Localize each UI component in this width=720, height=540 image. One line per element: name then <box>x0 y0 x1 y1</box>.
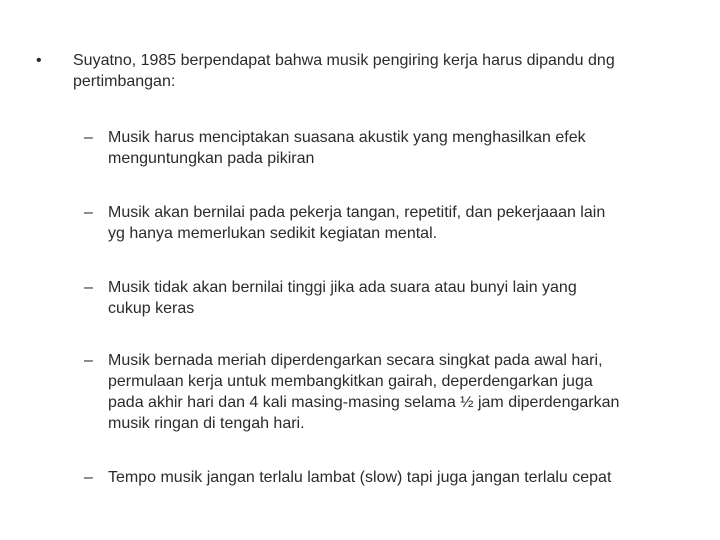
text-line: Tempo musik jangan terlalu lambat (slow) tapi juga jangan terlalu cepat <box>108 469 612 486</box>
dash-marker: – <box>84 469 93 486</box>
sub-point <box>84 202 714 244</box>
main-bullet-text <box>73 50 705 92</box>
text-line: Suyatno, 1985 berpendapat bahwa musik pengiring kerja harus dipandu dng <box>73 52 615 69</box>
text-line: menguntungkan pada pikiran <box>108 150 315 167</box>
sub-point <box>84 467 714 488</box>
text-line: Musik akan bernilai pada pekerja tangan, repetitif, dan pekerjaaan lain <box>108 204 606 221</box>
dash-marker: – <box>84 279 93 296</box>
sub-point-text <box>108 467 714 488</box>
bullet-marker: • <box>36 52 42 69</box>
sub-point <box>84 127 714 169</box>
sub-point <box>84 350 714 434</box>
text-line: pertimbangan: <box>73 73 176 90</box>
main-bullet-point <box>35 50 705 92</box>
text-line: pada akhir hari dan 4 kali masing-masing selama ½ jam diperdengarkan <box>108 394 620 411</box>
text-line: Musik tidak akan bernilai tinggi jika ada suara atau bunyi lain yang <box>108 279 577 296</box>
text-line: cukup keras <box>108 300 195 317</box>
sub-point-text <box>108 277 714 319</box>
dash-marker: – <box>84 352 93 369</box>
sub-point-text <box>108 127 714 169</box>
text-line: permulaan kerja untuk membangkitkan gairah, deperdengarkan juga <box>108 373 593 390</box>
text-line: musik ringan di tengah hari. <box>108 415 305 432</box>
sub-point-text <box>108 350 714 434</box>
text-line: Musik harus menciptakan suasana akustik yang menghasilkan efek <box>108 129 586 146</box>
sub-point <box>84 277 714 319</box>
text-line: yg hanya memerlukan sedikit kegiatan mental. <box>108 225 438 242</box>
dash-marker: – <box>84 129 93 146</box>
text-line: Musik bernada meriah diperdengarkan secara singkat pada awal hari, <box>108 352 603 369</box>
dash-marker: – <box>84 204 93 221</box>
sub-point-text <box>108 202 714 244</box>
